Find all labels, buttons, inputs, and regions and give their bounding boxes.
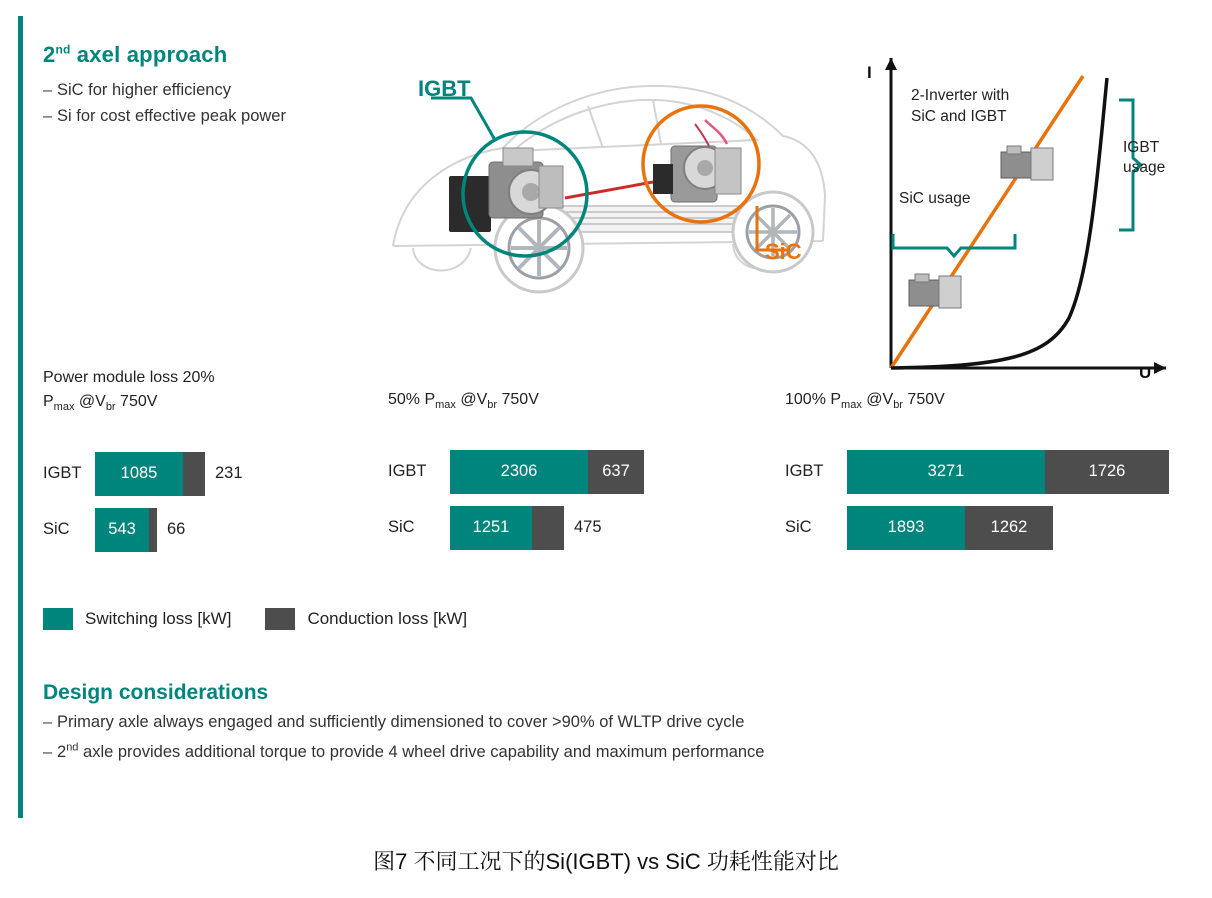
bar-segment-conduction: 1262	[965, 506, 1053, 550]
bullet-dash-icon: –	[43, 81, 53, 99]
design-bullet-2	[43, 739, 1103, 765]
iu-graph-svg	[851, 38, 1181, 388]
cap-pre: P	[43, 393, 54, 410]
header-block	[43, 42, 383, 129]
stacked-bar	[847, 506, 1053, 550]
bullet-dash-icon: –	[43, 106, 53, 125]
car-illustration	[353, 36, 853, 336]
table-row	[388, 506, 718, 550]
graph-sic-usage-label: SiC usage	[899, 190, 971, 207]
cap-mid: @V	[74, 393, 106, 410]
bar-row-label: IGBT	[388, 462, 427, 481]
cap-sub: max	[53, 401, 75, 414]
label-igbt: IGBT	[418, 76, 471, 101]
graph-y-axis-label: I	[867, 63, 872, 82]
slide-frame	[18, 16, 1194, 818]
bar-group-3-caption	[785, 366, 1185, 414]
bar-group-3	[785, 366, 1185, 550]
front-motor-assembly-icon	[653, 120, 741, 202]
table-row	[785, 506, 1185, 550]
stacked-bar	[450, 450, 644, 494]
bullet-dash-icon: –	[43, 743, 53, 762]
graph-igbt-usage-line1: IGBT	[1123, 139, 1160, 156]
design-bullet-2-post: axle provides additional torque to provide 4 wheel drive capability and maximum performance	[78, 743, 765, 762]
bar-value-conduction-outside: 475	[574, 518, 602, 537]
cap-post: 750V	[497, 391, 539, 408]
bar-group-1	[43, 366, 373, 552]
cap-post: 750V	[902, 391, 945, 408]
cap-post: 750V	[115, 393, 158, 410]
figure-caption: 图7 不同工况下的Si(IGBT) vs SiC 功耗性能对比	[373, 849, 839, 874]
bar-group-1-caption	[43, 366, 373, 416]
graph-note-line1: 2-Inverter with	[911, 87, 1010, 104]
header-bullet-1	[43, 78, 383, 104]
bar-row-label: IGBT	[43, 464, 82, 483]
bar-segment-conduction	[183, 452, 205, 496]
page-title-main: 2	[43, 42, 56, 67]
design-considerations-title: Design considerations	[43, 681, 269, 704]
bar-value-conduction-outside: 66	[167, 520, 186, 539]
legend-label-switching: Switching loss [kW]	[85, 609, 232, 628]
table-row	[43, 508, 373, 552]
bar-row-label: SiC	[785, 518, 812, 537]
graph-igbt-usage-label	[1123, 138, 1165, 178]
bar-group-3-caption-line2	[785, 388, 1185, 414]
design-bullet-2-sup: nd	[66, 741, 79, 754]
bar-group-2-caption-line1	[388, 366, 718, 388]
bar-segment-switching: 1893	[847, 506, 965, 550]
legend-swatch-switching	[43, 608, 73, 630]
graph-x-axis-label: U	[1139, 363, 1152, 382]
hv-cable-icon	[565, 182, 653, 198]
design-bullet-2-pre: 2	[57, 743, 67, 762]
bar-group-2	[388, 366, 718, 550]
cap-sub: max	[841, 399, 862, 412]
cap-mid: @V	[861, 391, 894, 408]
igbt-leader-line-icon	[431, 98, 495, 140]
bar-row-label: SiC	[43, 520, 70, 539]
iu-graph	[851, 38, 1181, 388]
graph-note-line2: SiC and IGBT	[911, 107, 1007, 125]
module-icon-lower	[909, 274, 961, 308]
bar-group-1-caption-line1: Power module loss 20%	[43, 369, 215, 386]
bar-row-label: IGBT	[785, 462, 824, 481]
cap-pre: 50% P	[388, 391, 436, 408]
page-title-sup: nd	[55, 42, 71, 57]
cap-sub: max	[435, 399, 456, 412]
table-row	[388, 450, 718, 494]
bar-segment-conduction: 1726	[1045, 450, 1169, 494]
bar-segment-switching: 1251	[450, 506, 532, 550]
graph-note	[911, 86, 1009, 128]
cap-pre: 100% P	[785, 391, 842, 408]
bullet-dash-icon: –	[43, 713, 53, 731]
design-bullet-1	[43, 709, 1103, 735]
header-bullets	[43, 78, 383, 129]
stacked-bar	[95, 452, 205, 496]
bar-value-conduction-outside: 231	[215, 464, 243, 483]
bar-segment-conduction: 637	[588, 450, 644, 494]
bar-segment-switching: 3271	[847, 450, 1045, 494]
cap-sub2: br	[487, 399, 498, 412]
graph-igbt-usage-line2: usage	[1123, 159, 1166, 177]
legend-label-conduction: Conduction loss [kW]	[307, 609, 468, 628]
cap-mid: @V	[455, 391, 488, 408]
table-row	[785, 450, 1185, 494]
stacked-bar	[450, 506, 564, 550]
chart-legend	[43, 608, 467, 630]
page-title-rest: axel approach	[70, 42, 228, 67]
bar-segment-conduction	[149, 508, 157, 552]
bar-segment-conduction	[532, 506, 564, 550]
legend-swatch-conduction	[265, 608, 295, 630]
header-bullet-2	[43, 104, 383, 130]
header-bullet-2-text: Si for cost effective peak power	[57, 106, 286, 125]
stacked-bar	[95, 508, 157, 552]
header-bullet-1-text: SiC for higher efficiency	[57, 81, 231, 99]
label-sic: SiC	[765, 239, 802, 264]
bar-group-1-caption-line2	[43, 390, 373, 416]
cap-sub2: br	[105, 401, 116, 414]
bar-group-2-caption-line2	[388, 388, 718, 414]
design-bullet-1-text: Primary axle always engaged and sufficiently dimensioned to cover >90% of WLTP drive cycle	[57, 713, 745, 731]
bar-row-label: SiC	[388, 518, 415, 537]
bar-group-3-caption-line1	[785, 366, 1185, 388]
module-icon-upper	[1001, 146, 1053, 180]
bar-segment-switching: 1085	[95, 452, 183, 496]
page-title	[43, 42, 383, 68]
stacked-bar	[847, 450, 1169, 494]
bar-segment-switching: 543	[95, 508, 149, 552]
bar-group-2-caption	[388, 366, 718, 414]
cap-sub2: br	[893, 399, 903, 412]
design-considerations	[43, 681, 1103, 766]
bar-segment-switching: 2306	[450, 450, 588, 494]
table-row	[43, 452, 373, 496]
